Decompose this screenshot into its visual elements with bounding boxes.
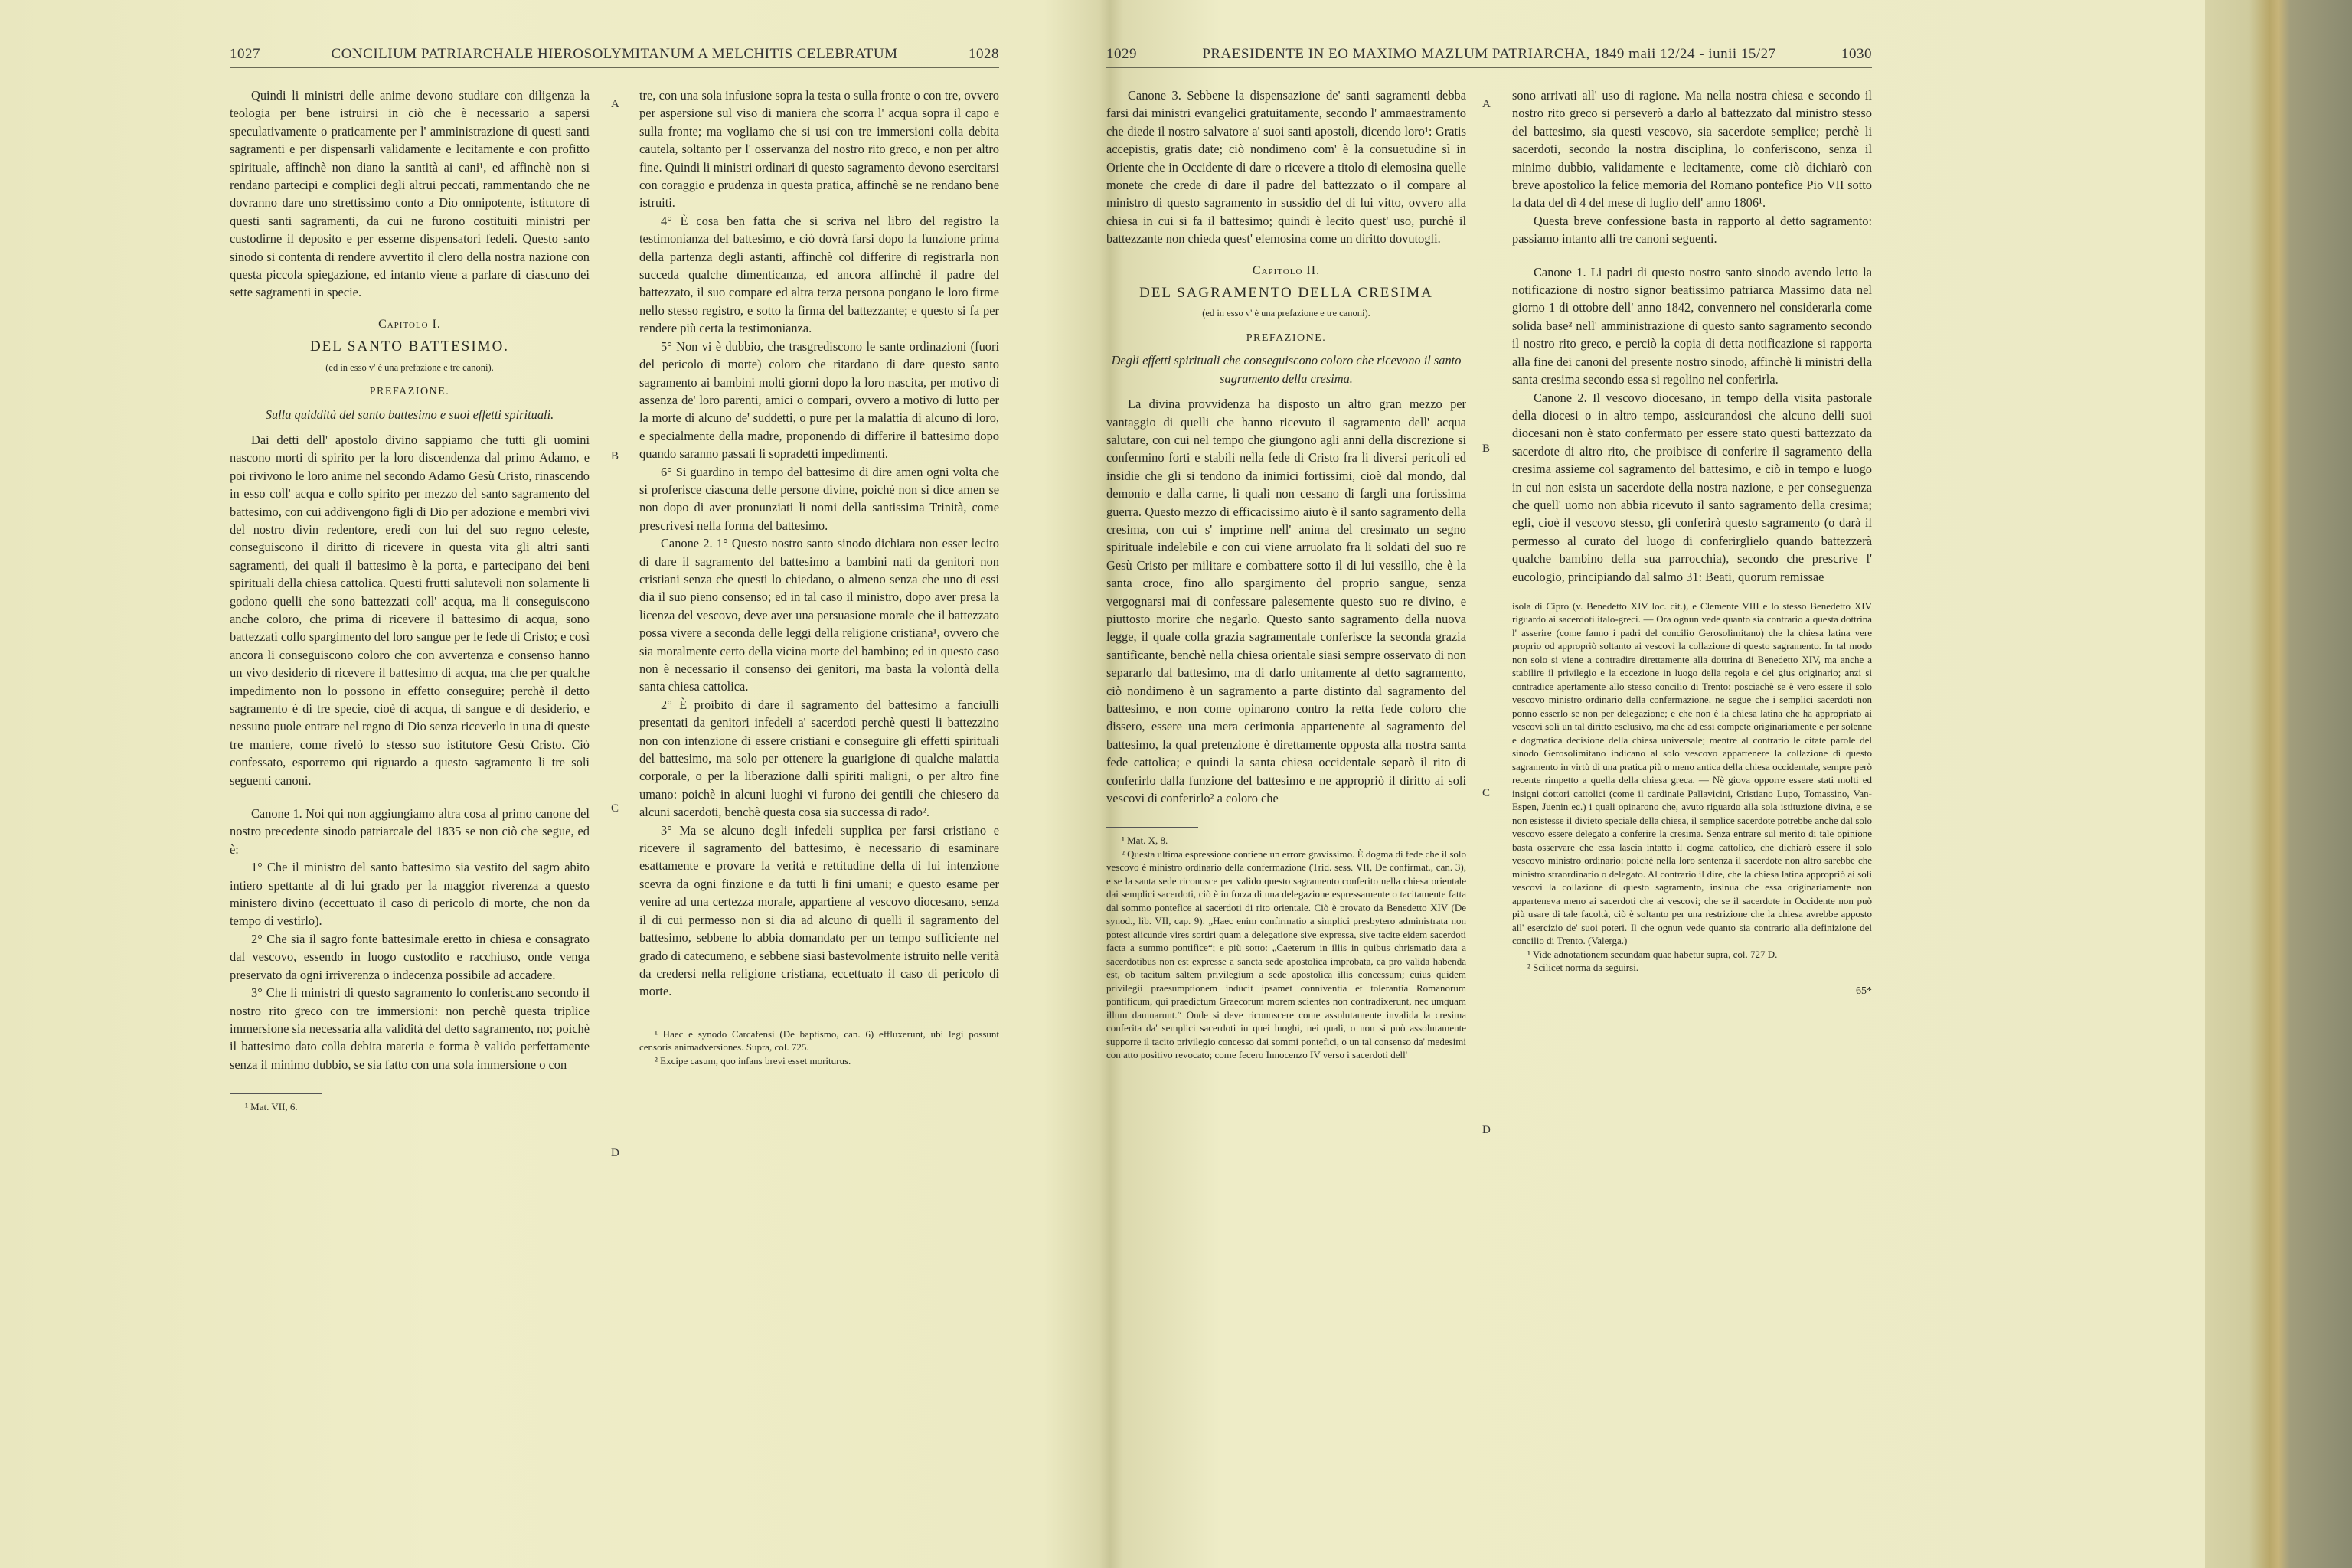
margin-marker: C [1482,787,1491,799]
page-number: 1027 [230,46,260,62]
footnote: isola di Cipro (v. Benedetto XIV loc. cit.), e Clemente VIII e lo stesso Benedetto XIV riguardo ai sacerdoti italo-greci. — Ora ognun vede quanto sia contrario a questa dottrina l' asserire (come fanno i padri del concilio Gerosolimitano) che la chiesa latina vere proprio od appropriò soltanto ai vescovi la collazione di questo sagramento. In tal modo non solo si viene a contradire direttamente alla dottrina di Benedetto XIV, ma anche a stabilire il privilegio e la eccezione in luogo della regola e del gius originario; anzi si contradice apertamente allo stesso concilio di Trento: posciachè se è vero essere il solo vescovo ministro ordinario della confermazione, ne segue che i semplici sacerdoti non ponno esserlo se non per delegazione; e che non è la chiesa latina che ha appropriato ai vescovi soli un tal diritto esclusivo, ma che ad essi compete originariamente e per solenne e dogmatica decisione della chiesa universale; mentre al contrario le citate parole del sinodo Gerosolimitano indicano al solo vescovo appartenere la collazione di questo sagramento in virtù di una pratica più o meno antica della chiesa occidentale, sempre però recente rimpetto a quella della chiesa greca. — Nè giova opporre essere stati molti ed insigni dottori cattolici (come il cardinale Pallavicini, Cristiano Lupo, Tomassino, Van-Espen, Juenin ec.) i quali opinarono che, avuto riguardo alla sola istituzione divina, e se non esistesse il divieto speciale della chiesa, il semplice sacerdote potrebbe anche dal solo vescovo essere delegato a conferire la cresima. Senza entrare sul merito di tale opinione basta osservare che essa lascia intatto il dogma cattolico, che dichiarò essere il solo vescovo ministro ordinario: poichè nella loro sentenza il sacerdote non altro sarebbe che ministro straordinario o delegato. Al contrario il dire, che la chiesa latina appropriò ai soli vescovi la collazione di questo sagramento, insinua che essa originariamente non apparteneva meno ai sacerdoti che ai vescovi; che se il sacerdote in Occidente non può più usare di tale facoltà, ciò è soltanto per una restrizione che la chiesa avrebbe apposto all' esercizio de' suoi poteri. Il che ognun vede quanto sia contrario alla definizione del concilio di Trento. (Valerga.) [1512,599,1872,947]
paragraph: sono arrivati all' uso di ragione. Ma nella nostra chiesa e secondo il nostro rito greco si perseverò a darlo al battezzato dal ministro stesso del battesimo, sia questi vescovo, sia sacerdote semplice; perchè li sacerdoti, secondo la nostra disciplina, lo conferiscono, senza il minimo dubbio, validamente e lecitamente, come ciò dichiarò con breve apostolico la felice memoria del Romano pontefice Pio VII sotto la data del dì 4 del mese di luglio dell' anno 1806¹. [1512,88,1872,211]
preface-label: PREFAZIONE. [1246,332,1327,344]
chapter-note: (ed in esso v' è una prefazione e tre canoni). [1202,308,1370,319]
margin-marker: B [1482,443,1491,455]
signature-mark: 65* [1856,985,1872,997]
page-number: 1030 [1841,46,1872,62]
running-head [1106,46,1872,68]
book-page-edges [2205,0,2352,1568]
text-column [230,87,590,1114]
left-page [230,46,999,1114]
margin-marker: A [611,98,619,110]
chapter-note: (ed in esso v' è una prefazione e tre canoni). [325,361,494,373]
paragraph: 1° Che il ministro del santo battesimo sia vestito del sagro abito intiero spettante al di lui grado per la maggior riverenza a questo ministero divino (eccettuato il caso di pericolo di morte, che non da tempo di vestirlo). [230,860,590,929]
paragraph: Questa breve confessione basta in rapporto al detto sagramento: passiamo intanto alli tre canoni seguenti. [1512,213,1872,247]
margin-marker: D [611,1147,619,1159]
running-title: CONCILIUM PATRIARCHALE HIEROSOLYMITANUM A MELCHITIS CELEBRATUM [331,46,898,62]
footnote: ¹ Vide adnotationem secundam quae habetur supra, col. 727 D. [1527,948,1778,960]
paragraph: La divina provvidenza ha disposto un altro gran mezzo per vantaggio di quelli che hanno ricevuto il sagramento dell' acqua salutare, con cui nel tempo che giungono agli anni della discrezione si confermino forti e stabili nella fede di Cristo fra li diversi pericoli ed insidie che gli si tendono da inimici fortissimi, cioè dal mondo, dal demonio e dalla carne, li quali non cessano di fargli una fortissima guerra. Questo mezzo di efficacissimo aiuto è il santo sagramento della cresima, con cui s' imprime nell' anima del cresimato un segno spirituale indelebile e con cui viene arruolato fra li soldati del suo re Gesù Cristo per militare e combattere sotto il di lui vessillo, che è la santa croce, fino allo spargimento del proprio sangue, senza vergognarsi mai di confessare palesemente questo suo re divino, e piuttosto morire che negarlo. Questo santo sagramento della nuova legge, il quale colla grazia sagramentale conferisce la seconda grazia santificante, benchè nella chiesa orientale siasi sempre osservato di non separarlo dal battesimo, ma di darlo unitamente al detto sagramento, ciò nondimeno è un sagramento a parte distinto dal sagramento del battesimo, e non come opinarono contro la retta fede coloro che dissero, essere una mera cerimonia appartenente al sagramento del battesimo, la qual pretenzione è direttamente opposta alla nostra santa fede cattolica; e quindi la santa chiesa occidentale separò il rito di conferirlo dalla funzione del battesimo e ne appropriò il diritto ai soli vescovi di conferirlo² a coloro che [1106,397,1466,806]
paragraph: 2° È proibito di dare il sagramento del battesimo a fanciulli presentati da genitori infedeli a' sacerdoti perchè questi li battezzino non con intenzione di essere cristiani e conseguire gli effetti spirituali del battesimo, ma solo per ottenere la guarigione di qualche malattia corporale, o per la liberazione dalli spiriti maligni, o per altro fine umano: poichè in alcuni luoghi vi furono dei gentili che chiesero da alcuni sacerdoti, benchè questa cosa sia successa di rado². [639,697,999,820]
running-title: PRAESIDENTE IN EO MAXIMO MAZLUM PATRIARCHA, 1849 maii 12/24 - iunii 15/27 [1202,46,1776,62]
margin-marker: C [611,802,619,815]
paragraph: Quindi li ministri delle anime devono studiare con diligenza la teologia per bene istruirsi in ciò che è necessario a sapersi speculativamente o praticamente per l' amministrazione di questi santi sagramenti e per dispensarli validamente e lecitamente e con profitto spirituale, affinchè non diano la santità ai cani¹, ed affinchè non si rendano partecipi e complici degli altrui peccati, rammentando che ne dovranno dare uno strettissimo conto a Dio onnipotente, istitutore di questi santi sagramenti, da cui ne furono costituiti ministri per custodirne il deposito e per esserne dispensatori fedeli. Questo santo sinodo si contenta di rendere avvertito il clero della nostra nazione con questa piccola spiegazione, ed intanto viene a parlare di ciascuno dei sette sagramenti in specie. [230,88,590,300]
text-column [639,87,999,1114]
canon-paragraph: Canone 2. 1° Questo nostro santo sinodo dichiara non esser lecito di dare il sagramento del battesimo a bambini nati da genitori non cristiani senza che questi lo chiedano, o almeno senza che uno di essi dia il suo pieno consenso; ed in tal caso il ministro, dopo aver presa la licenza del vescovo, deve aver una persuasione morale che il battezzato possa vivere a seconda delle leggi della religione cristiana¹, ovvero che sia moralmente certo della vicina morte del bambino; ed in questo caso non è necessario il consenso dei genitori, ma basta la volontà della santa chiesa cattolica. [639,536,999,694]
text-column [1512,87,1872,1062]
paragraph: 2° Che sia il sagro fonte battesimale eretto in chiesa e consagrato dal vescovo, essendo in luogo custodito e racchiuso, onde venga preservato da ogni irriverenza o indecenza possibile ad accadere. [230,931,590,982]
margin-marker: A [1482,98,1491,110]
preface-subtitle: Degli effetti spirituali che conseguiscono coloro che ricevono il santo sagramento della cresima. [1111,353,1462,386]
footnote: ¹ Mat. VII, 6. [245,1101,298,1113]
footnote-rule [1106,827,1198,828]
chapter-number: Capitolo II. [1252,263,1321,277]
footnote: ¹ Haec e synodo Carcafensi (De baptismo, can. 6) effluxerunt, ubi legi possunt censoris animadversiones. Supra, col. 725. [639,1027,999,1054]
canon-paragraph: Canone 1. Noi qui non aggiungiamo altra cosa al primo canone del nostro precedente sinodo patriarcale del 1835 se non ciò che segue, ed è: [230,806,590,857]
preface-label: PREFAZIONE. [369,386,450,398]
chapter-title: DEL SANTO BATTESIMO. [309,338,510,355]
footnote: ¹ Mat. X, 8. [1122,835,1168,847]
margin-marker: D [1482,1124,1491,1136]
paragraph: 4° È cosa ben fatta che si scriva nel libro del registro la testimonianza del battesimo, e ciò dovrà farsi dopo la funzione prima della partenza degli astanti, affinchè col differire di registrarla non succeda qualche dimenticanza, ed ancora affinchè il padre del battezzato, il suo compare ed altra terza persona pongano le loro firme nello stesso registro, e sotto la firma del battezzante; e questo si fa per rendere più certa la testimonianza. [639,213,999,336]
canon-paragraph: Canone 1. Li padri di questo nostro santo sinodo avendo letto la notificazione di nostro signor beatissimo patriarca Massimo data nel giorno 1 di ottobre dell' anno 1842, convennero nel considerarla come solida base² nell' amministrazione di questo santo sagramento secondo il nostro rito greco, e perciò la copia di detta notificazione si rapporta alla fine dei canoni del presente nostro sinodo, affinchè li ministri della santa cresima secondo essa si regolino nel conferirla. [1512,264,1872,387]
page-number: 1029 [1106,46,1137,62]
paragraph: Dai detti dell' apostolo divino sappiamo che tutti gli uomini nascono morti di spirito per la loro discendenza dal primo Adamo, e poi rivivono le loro anime nel secondo Adamo Gesù Cristo, rinascendo in esso coll' acqua e collo spirito per mezzo del santo sagramento del battesimo, con cui addivengono figli di Dio per adozione e membri vivi del nostro divin redentore, eredi con lui del suo regno celeste, conseguiscono il diritto di ricevere in questa vita gli altri santi sagramenti, dei quali il battesimo è la porta, e partecipano dei beni spirituali della chiesa cattolica. Questi frutti salutevoli non solamente li godono quelli che sono battezzati coll' acqua, ma li conseguiscono anche coloro, che prima di ricevere il battesimo di acqua, sono battezzati collo spargimento del loro sangue per le fede di Cristo; e così ancora li conseguiscono coloro che con avvertenza e consenso hanno un vivo desiderio di ricevere il battesimo di acqua, ma che per qualche impedimento non lo possono in effetto conseguire; perchè il detto sagramento è di tre specie, cioè di acqua, di sangue e di desiderio, e nessuno puole entrare nel regno di Dio senza riceverlo in una di queste tre maniere, come rivelò lo stesso suo istitutore Gesù Cristo. Ciò confessato, esporremo qui riguardo a questo sagramento li tre soli seguenti canoni. [230,432,590,788]
footnote-rule [230,1093,322,1094]
canon-paragraph: Canone 3. Sebbene la dispensazione de' santi sagramenti debba farsi dai ministri evangelici gratuitamente, secondo l' ammaestramento che diede il nostro salvatore a' suoi santi apostoli, dicendo loro¹: Gratis accepistis, gratis date; ciò nondimeno com' è la consuetudine sì in Oriente che in Occidente di dare o ricevere a titolo di elemosina quelle monete che crede di dare il padre del battezzato o il compare al ministro di questo sagramento in sussidio del di lui vitto, ovvero alla chiesa in cui si fa il battesimo; quindi è lecito quest' uso, purchè il battezzante non chieda quest' elemosina come un diritto dovutogli. [1106,88,1466,247]
page-number: 1028 [969,46,999,62]
footnote: ² Questa ultima espressione contiene un errore gravissimo. È dogma di fede che il solo vescovo è ministro ordinario della confermazione (Trid. sess. VII, De confirmat., can. 3), e se la santa sede riconosce per valido questo sagramento conferito nella chiesa orientale dai semplici sacerdoti, ciò è in forza di una delegazione espressamente o tacitamente fatta dal sommo pontefice ai sacerdoti di rito orientale. Ciò è provato da Benedetto XIV (De synod., lib. VII, cap. 9). „Haec enim confirmatio a simplici presbytero administrata non potest alicunde vires sortiri quam a delegatione sive expressa, sive tacite eidem sacerdoti facta a summo pontifice“; e più sotto: „Caeterum in illis in quibus chrismatio data a sacerdotibus non est expresse a sancta sede apostolica improbata, ea pro valida habenda est, ob tacitum saltem privilegium a sede apostolica illis concessum; cuius quidem privilegii praesumptionem inducit ipsamet conniventia et tolerantia Romanorum pontificum, qui praedictum Graecorum morem scientes non contradixerunt, nec umquam illum damnarunt.“ Onde si deve riconoscere come assolutamente invalida la cresima conferita da' semplici sacerdoti in quei luoghi, nei quali, o non si può assolutamente supporre il tacito privilegio concesso dai sommi pontefici, o un tal consenso da' medesimi con atto positivo revocato; come fecero Innocenzo IV verso i sacerdoti dell' [1106,848,1466,1061]
preface-subtitle: Sulla quiddità del santo battesimo e suoi effetti spirituali. [265,407,554,422]
running-head [230,46,999,68]
footnotes [1512,599,1872,975]
paragraph: tre, con una sola infusione sopra la testa o sulla fronte o con tre, ovvero per aspersione sul viso di maniera che scorra l' acqua sopra il capo e sulla fronte; ma vogliamo che si usi con tre immersioni colla debita cautela, soltanto per l' osservanza del nostro rito greco, e non per altro fine. Quindi li ministri ordinari di questo sagramento devono esercitarsi con coraggio e prudenza in questa pratica, affinchè se ne rendano bene istruiti. [639,88,999,211]
right-page [1106,46,1872,1062]
footnote: ² Scilicet norma da seguirsi. [1527,962,1639,974]
footnote: ² Excipe casum, quo infans brevi esset moriturus. [655,1054,851,1067]
chapter-title: DEL SAGRAMENTO DELLA CRESIMA [1139,285,1433,302]
footnotes [639,1027,999,1068]
text-column [1106,87,1466,1062]
paragraph: 6° Si guardino in tempo del battesimo di dire amen ogni volta che si proferisce ciascuna delle persone divine, poichè non si dice amen se non dopo di aver pronunziati li nomi della santissima Trinità, come prescrivesi nella forma del battesimo. [639,464,999,533]
margin-marker: B [611,450,619,462]
chapter-number: Capitolo I. [378,317,441,331]
paragraph: 5° Non vi è dubbio, che trasgrediscono le sante ordinazioni (fuori del pericolo di morte) coloro che ritardano di dare questo santo sagramento ai bambini molti giorni dopo la loro nascita, per motivo di assenza de' loro parenti, amici o compari, ovvero a motivo di lutto per la morte di alcuno de' suddetti, o pure per la malattia di alcuno di loro, e specialmente della madre, proponendo di differire il battesimo dopo quando saranno passati li sopradetti impedimenti. [639,338,999,462]
footnotes [1106,834,1466,1062]
canon-paragraph: Canone 2. Il vescovo diocesano, in tempo della visita pastorale della diocesi o in altro tempo, assicurandosi che alcuno delli suoi diocesani non è stato confermato per essere stato questi battezzato da sacerdote di altro rito, che proibisce di conferire il sagramento della cresima assieme col sagramento del battesimo, e ciò in tempo e luogo in cui non esista un sacerdote della nostra nazione, e per conseguenza che quell' uomo non abbia ricevuto il santo sagramento della cresima; egli, cioè il vescovo stesso, gli conferirà questo sagramento (o darà il permesso al curato del luogo di conferirglielo quando battezzerà qualche bambino della sua parrocchia), secondo che prescrive l' eucologio, principiando dal salmo 31: Beati, quorum remissae [1512,390,1872,584]
paragraph: 3° Ma se alcuno degli infedeli supplica per farsi cristiano e ricevere il sagramento del battesimo, è necessario di esaminare esattamente e provare la verità e rettitudine della di lui intenzione scevra da ogni finzione e da tutti li fini umani; e questo esame per venire ad una certezza morale, appartiene al vescovo diocesano, senza il di cui permesso non si dia ad alcuno di quelli il sagramento del battesimo, sebbene lo abbia domandato per un tempo sufficiente nel grado di catecumeno, e sebbene siasi bastevolmente istruito nelle verità da credersi nella religione cristiana, eccettuato il caso di pericolo di morte. [639,822,999,999]
paragraph: 3° Che li ministri di questo sagramento lo conferiscano secondo il nostro rito greco con tre immersioni: non perchè questa triplice immersione sia necessaria alla validità del detto sagramento, no; poichè il battesimo dato colla debita materia e forma è valido perfettamente senza il minimo dubbio, se sia fatto con una sola immersione o con [230,985,590,1072]
footnotes [230,1100,590,1114]
